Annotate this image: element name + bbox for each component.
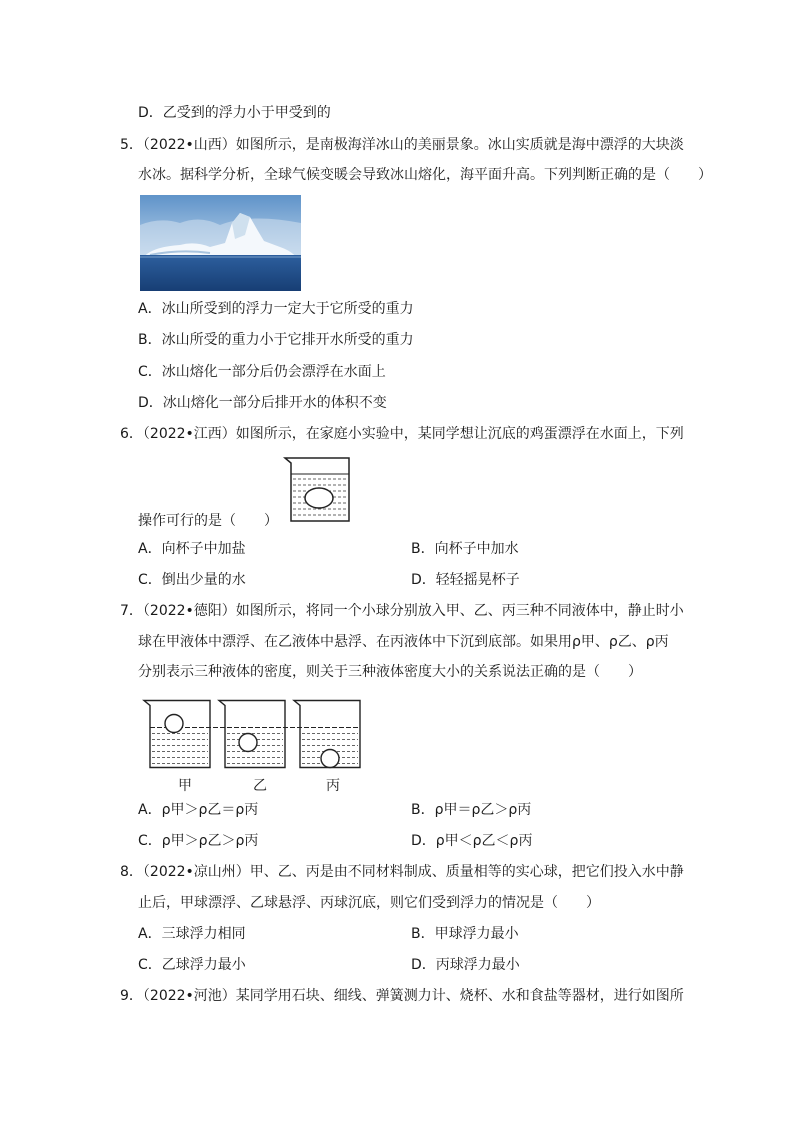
beaker-label-bing: 丙 bbox=[326, 778, 340, 794]
q6-option-d: D．轻轻摇晃杯子 bbox=[411, 572, 520, 588]
q6-option-c: C．倒出少量的水 bbox=[138, 572, 246, 588]
q5-option-d: D．冰山熔化一部分后排开水的体积不变 bbox=[138, 395, 387, 411]
q9-stem-line1: 9．（2022•河池）某同学用石块、细线、弹簧测力计、烧杯、水和食盐等器材，进行如图所 bbox=[120, 988, 684, 1004]
q5-option-b: B．冰山所受的重力小于它排开水所受的重力 bbox=[138, 332, 414, 348]
q8-option-a: A．三球浮力相同 bbox=[138, 926, 246, 942]
q8-option-d: D．丙球浮力最小 bbox=[411, 957, 520, 973]
q8-stem-line1: 8．（2022•凉山州）甲、乙、丙是由不同材料制成、质量相等的实心球，把它们投入水中静 bbox=[120, 864, 684, 880]
q7-stem-line3: 分别表示三种液体的密度，则关于三种液体密度大小的关系说法正确的是（ ） bbox=[138, 664, 642, 680]
beaker-with-egg-diagram bbox=[283, 455, 353, 525]
q6-option-b: B．向杯子中加水 bbox=[411, 541, 519, 557]
beaker-label-jia: 甲 bbox=[178, 778, 192, 794]
q5-option-a: A．冰山所受到的浮力一定大于它所受的重力 bbox=[138, 301, 414, 317]
q5-stem-line1: 5．（2022•山西）如图所示，是南极海洋冰山的美丽景象。冰山实质就是海中漂浮的大块淡 bbox=[120, 137, 684, 153]
q7-option-d: D．ρ甲＜ρ乙＜ρ丙 bbox=[411, 833, 533, 849]
iceberg-photo bbox=[140, 195, 301, 291]
q7-stem-line2: 球在甲液体中漂浮、在乙液体中悬浮、在丙液体中下沉到底部。如果用ρ甲、ρ乙、ρ丙 bbox=[138, 634, 669, 650]
q6-stem-line1: 6．（2022•江西）如图所示，在家庭小实验中，某同学想让沉底的鸡蛋漂浮在水面上，下列 bbox=[120, 426, 684, 442]
q6-stem-line2: 操作可行的是（ ） bbox=[138, 513, 278, 529]
q5-stem-line2: 水冰。据科学分析，全球气候变暖会导致冰山熔化，海平面升高。下列判断正确的是（ ） bbox=[138, 167, 712, 183]
q6-option-a: A．向杯子中加盐 bbox=[138, 541, 246, 557]
q7-option-a: A．ρ甲＞ρ乙＝ρ丙 bbox=[138, 802, 259, 818]
q8-option-b: B．甲球浮力最小 bbox=[411, 926, 519, 942]
beaker-label-yi: 乙 bbox=[253, 778, 267, 794]
q5-option-c: C．冰山熔化一部分后仍会漂浮在水面上 bbox=[138, 364, 386, 380]
q7-option-c: C．ρ甲＞ρ乙＞ρ丙 bbox=[138, 833, 259, 849]
q7-option-b: B．ρ甲＝ρ乙＞ρ丙 bbox=[411, 802, 532, 818]
q4-option-d: D．乙受到的浮力小于甲受到的 bbox=[138, 105, 331, 121]
q8-option-c: C．乙球浮力最小 bbox=[138, 957, 246, 973]
q7-stem-line1: 7．（2022•德阳）如图所示，将同一个小球分别放入甲、乙、丙三种不同液体中，静止时小 bbox=[120, 603, 684, 619]
q8-stem-line2: 止后，甲球漂浮、乙球悬浮、丙球沉底，则它们受到浮力的情况是（ ） bbox=[138, 895, 600, 911]
